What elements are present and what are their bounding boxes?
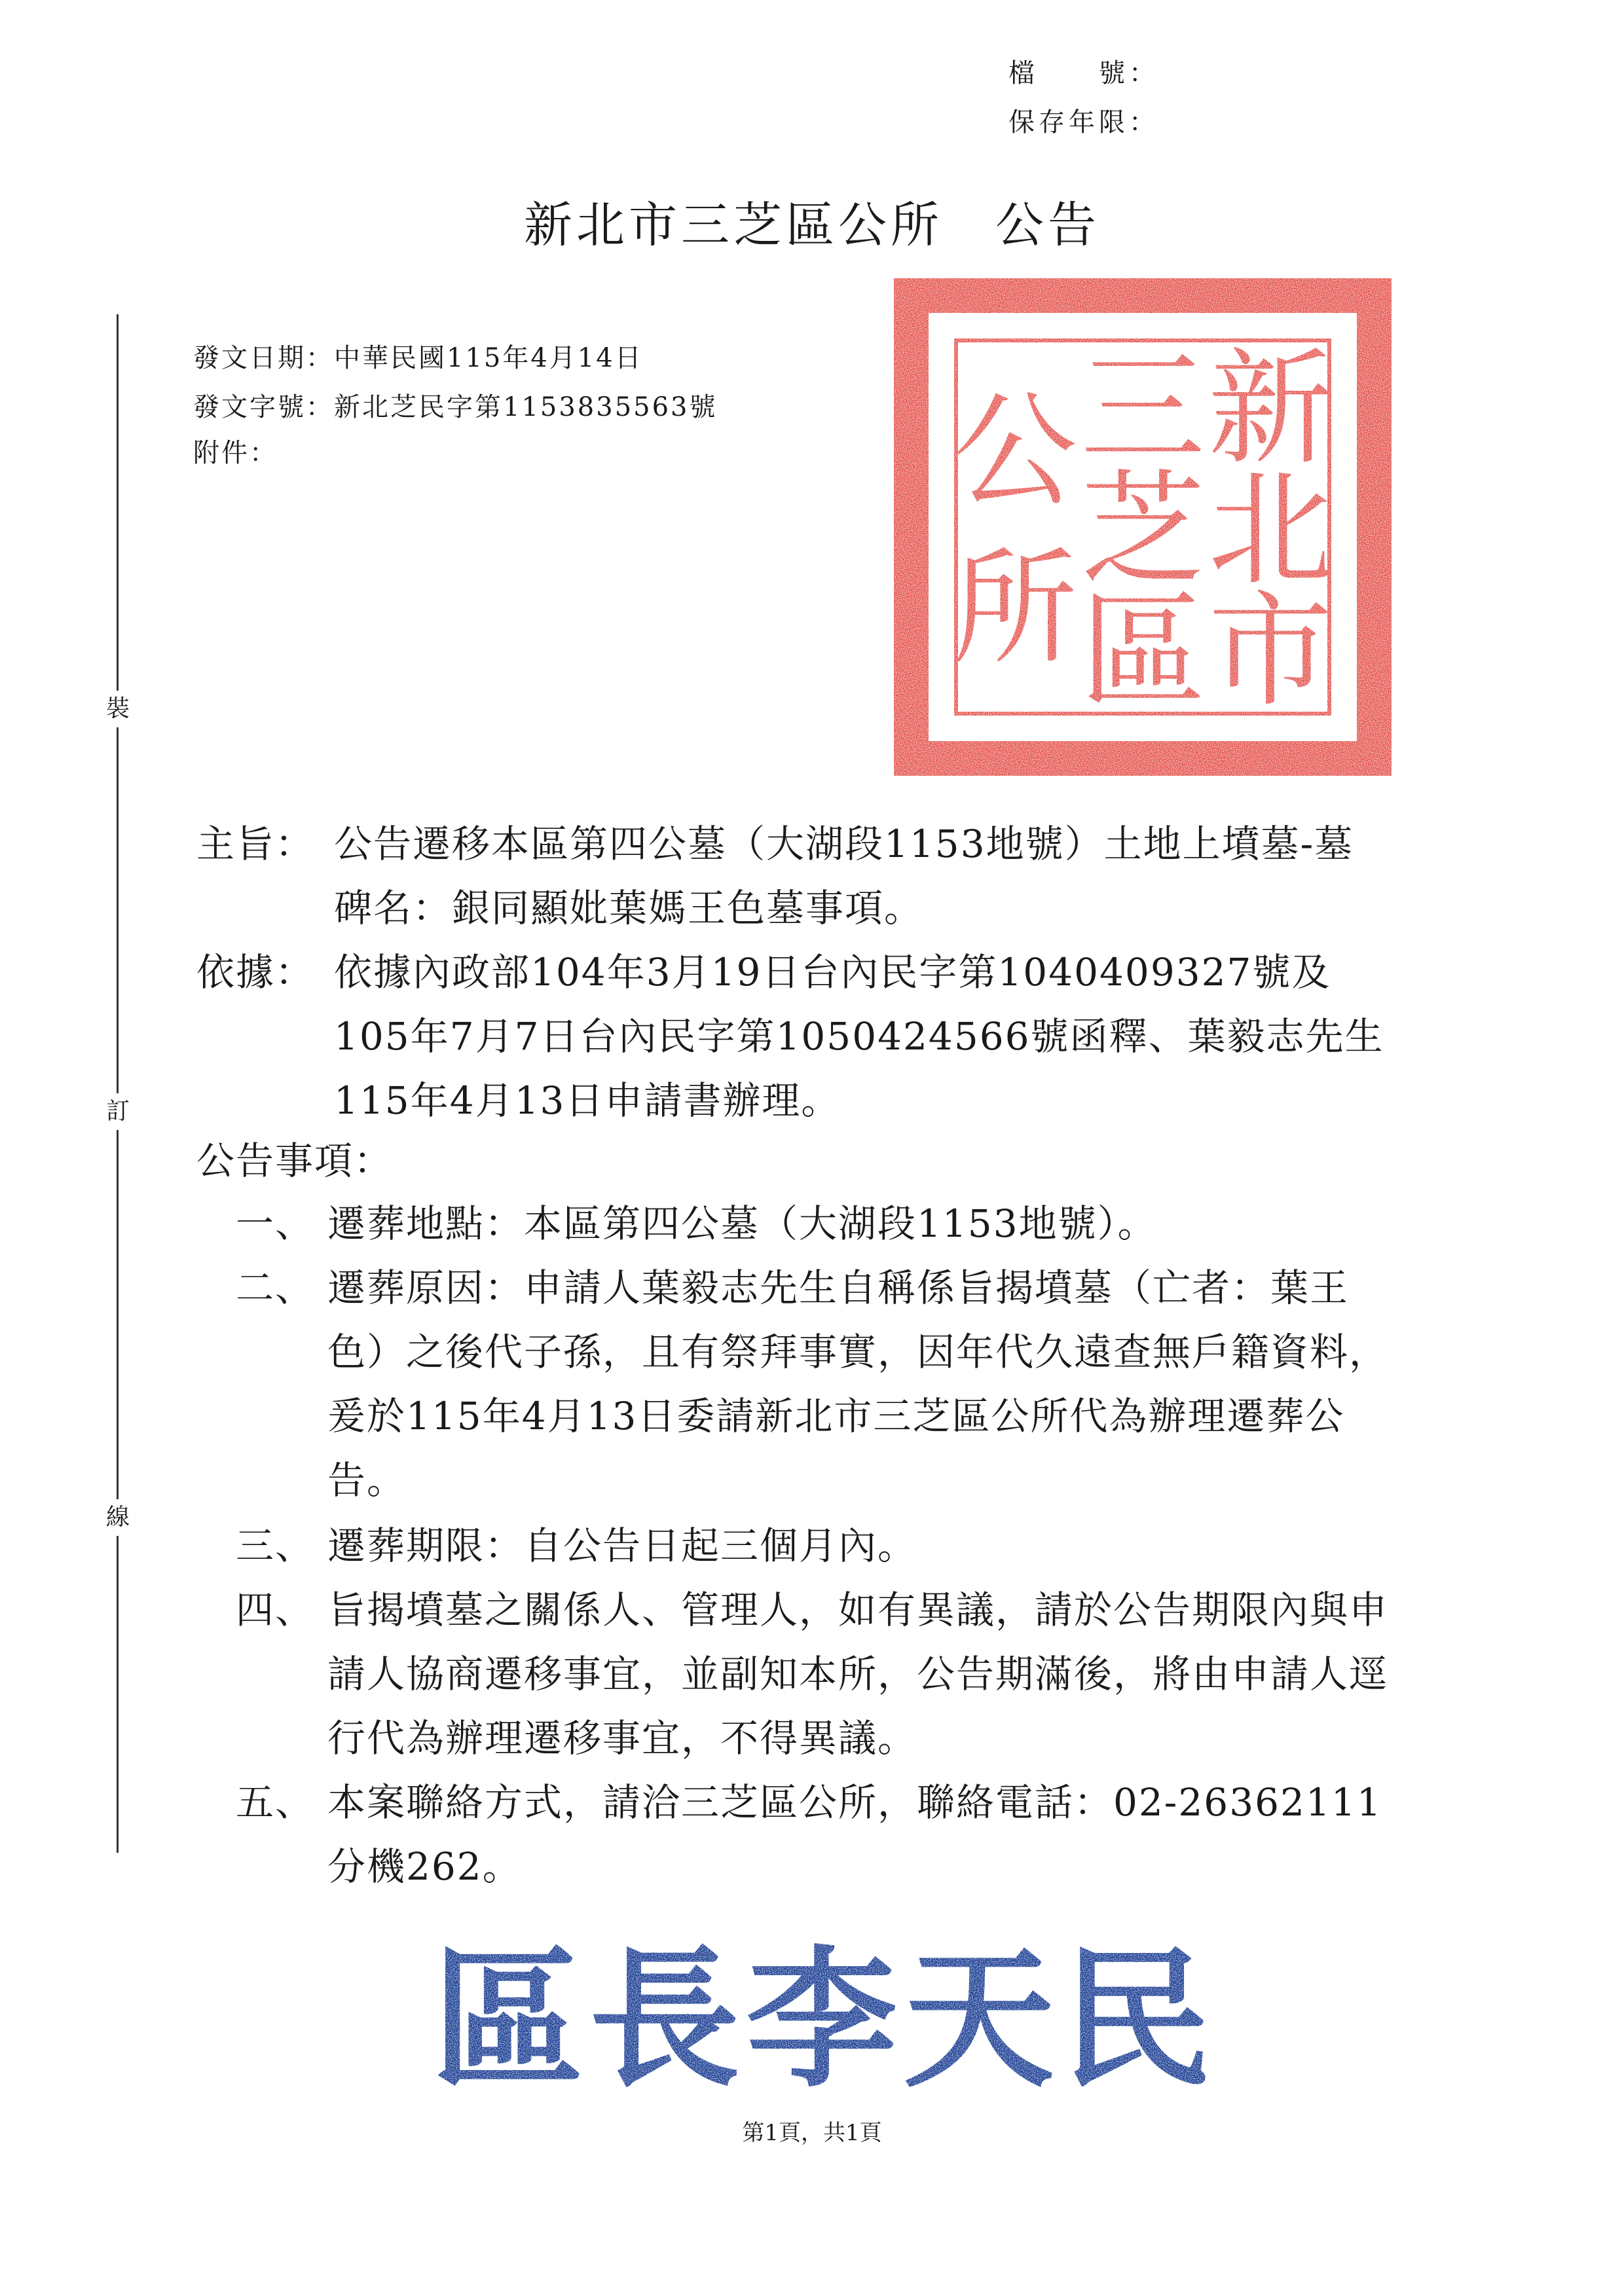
item-text: 本案聯絡方式，請洽三芝區公所，聯絡電話：02-26362111分機262。 (327, 1780, 1382, 1889)
retention-period-label: 保存年限： (1008, 107, 1159, 137)
issue-date: 發文日期：中華民國115年4月14日 (193, 343, 643, 373)
seal-char: 芝 (1080, 458, 1206, 602)
basis-text: 依據內政部104年3月19日台內民字第1040409327號及105年7月7日台內民字第1050424566號函釋、葉毅志先生115年4月13日申請書辦理。 (334, 950, 1384, 1123)
item-number: 五、 (236, 1780, 315, 1825)
announcement-items-heading: 公告事項： (196, 1139, 394, 1183)
attachment: 附件： (193, 438, 278, 468)
announcement-item (236, 1192, 1388, 1256)
item-text: 旨揭墳墓之關係人、管理人，如有異議，請於公告期限內與申請人協商遷移事宜，並副知本所，公告期滿後，將由申請人逕行代為辦理遷移事宜，不得異議。 (327, 1588, 1389, 1760)
official-seal-stamp (894, 278, 1392, 776)
document-title: 新北市三芝區公所 公告 (524, 197, 1100, 253)
binding-char-zhuang: 裝 (102, 691, 134, 727)
binding-line (117, 314, 119, 1853)
basis-paragraph (196, 940, 1388, 1133)
seal-char: 公 (952, 379, 1078, 524)
announcement-item (236, 1770, 1388, 1899)
subject-paragraph (196, 812, 1388, 940)
seal-char: 所 (952, 536, 1078, 681)
item-number: 三、 (236, 1523, 315, 1568)
issue-number: 發文字號：新北芝民字第1153835563號 (193, 392, 718, 422)
item-text: 遷葬期限：自公告日起三個月內。 (327, 1523, 917, 1568)
basis-label: 依據： (196, 950, 315, 994)
district-chief-signature-stamp (406, 1918, 1244, 2115)
announcement-item (236, 1578, 1388, 1770)
subject-label: 主旨： (196, 822, 315, 866)
page-indicator: 第1頁，共1頁 (742, 2120, 882, 2146)
file-number-label: 檔 號： (1008, 58, 1159, 88)
announcement-item (236, 1514, 1388, 1578)
binding-char-xian: 線 (102, 1499, 134, 1536)
item-text: 遷葬原因：申請人葉毅志先生自稱係旨揭墳墓（亡者：葉王色）之後代子孫，且有祭拜事實，因年代久遠查無戶籍資料，爰於115年4月13日委請新北市三芝區公所代為辦理遷葬公告。 (327, 1266, 1389, 1503)
seal-char: 三 (1080, 337, 1206, 481)
seal-char: 區 (1080, 579, 1206, 723)
item-number: 二、 (236, 1266, 315, 1310)
subject-text: 公告遷移本區第四公墓（大湖段1153地號）土地上墳墓-墓碑名：銀同顯妣葉媽王色墓事項。 (334, 822, 1354, 930)
signature-text: 區長李天民 (432, 1931, 1219, 2108)
item-text: 遷葬地點：本區第四公墓（大湖段1153地號）。 (327, 1201, 1157, 1246)
binding-char-ding: 訂 (102, 1093, 134, 1130)
announcement-item (236, 1256, 1388, 1512)
item-number: 一、 (236, 1201, 315, 1246)
seal-char: 市 (1208, 579, 1333, 723)
seal-char: 新 (1208, 337, 1333, 481)
item-number: 四、 (236, 1588, 315, 1632)
seal-char: 北 (1208, 458, 1333, 602)
